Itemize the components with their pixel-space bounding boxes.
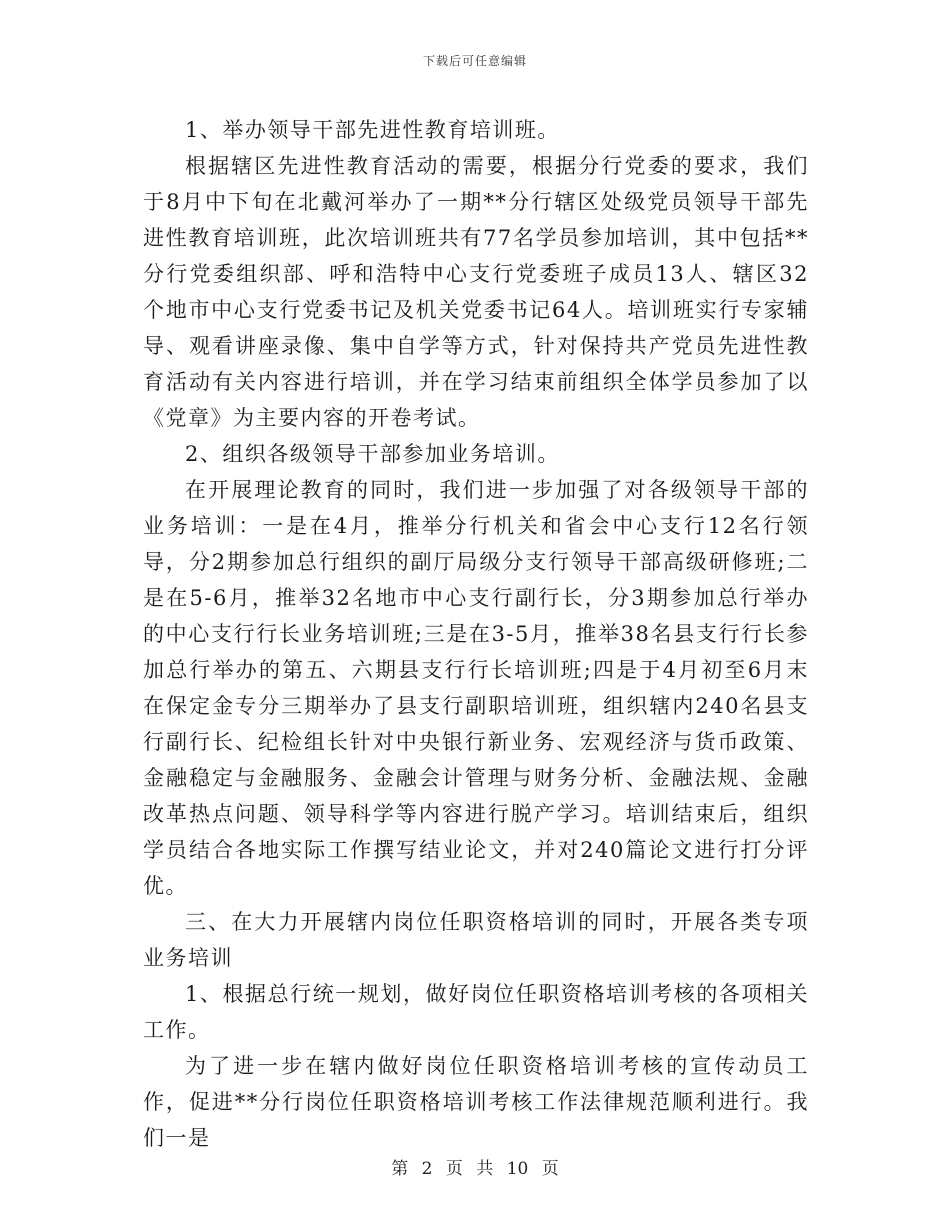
paragraph-heading-2: 2、组织各级领导干部参加业务培训。 xyxy=(185,442,560,466)
paragraph-qualification-work: 为了进一步在辖内做好岗位任职资格培训考核的宣传动员工作，促进**分行岗位任职资格培训考核工作法律规范顺利进行。我们一是 xyxy=(143,1054,809,1150)
footer-current-page: 2 xyxy=(421,1159,433,1179)
paragraph-heading-4: 1、根据总行统一规划，做好岗位任职资格培训考核的各项相关工作。 xyxy=(143,982,809,1042)
footer-total-pages: 10 xyxy=(506,1159,529,1179)
page-footer xyxy=(0,1154,950,1179)
paragraph-heading-1: 1、举办领导干部先进性教育培训班。 xyxy=(185,118,560,142)
paragraph-training-class: 根据辖区先进性教育活动的需要，根据分行党委的要求，我们于8月中下旬在北戴河举办了一期**分行辖区处级党员领导干部先进性教育培训班，此次培训班共有77名学员参加培训，其中包括**分行党委组织部、呼和浩特中心支行党委班子成员13人、辖区32个地市中心支行党委书记及机关党委书记64人。培训班实行专家辅导、观看讲座录像、集中自学等方式，针对保持共产党员先进性教育活动有关内容进行培训，并在学习结束前组织全体学员参加了以《党章》为主要内容的开卷考试。 xyxy=(143,154,809,430)
document-body xyxy=(143,112,809,1156)
paragraph-heading-3: 三、在大力开展辖内岗位任职资格培训的同时，开展各类专项业务培训 xyxy=(143,910,809,970)
footer-suffix: 页 xyxy=(541,1159,559,1179)
paragraph-business-training: 在开展理论教育的同时，我们进一步加强了对各级领导干部的业务培训：一是在4月，推举分行机关和省会中心支行12名行领导，分2期参加总行组织的副厅局级分支行领导干部高级研修班;二是在5-6月，推举32名地市中心支行副行长，分3期参加总行举办的中心支行行长业务培训班;三是在3-5月，推举38名县支行行长参加总行举办的第五、六期县支行行长培训班;四是于4月初至6月末在保定金专分三期举办了县支行副职培训班，组织辖内240名县支行副行长、纪检组长针对中央银行新业务、宏观经济与货币政策、金融稳定与金融服务、金融会计管理与财务分析、金融法规、金融改革热点问题、领导科学等内容进行脱产学习。培训结束后，组织学员结合各地实际工作撰写结业论文，并对240篇论文进行打分评优。 xyxy=(143,478,809,898)
footer-page-word: 页 xyxy=(445,1159,463,1179)
footer-total-label: 共 xyxy=(476,1159,494,1179)
page-header-note: 下载后可任意编辑 xyxy=(422,54,527,68)
footer-prefix: 第 xyxy=(391,1159,409,1179)
